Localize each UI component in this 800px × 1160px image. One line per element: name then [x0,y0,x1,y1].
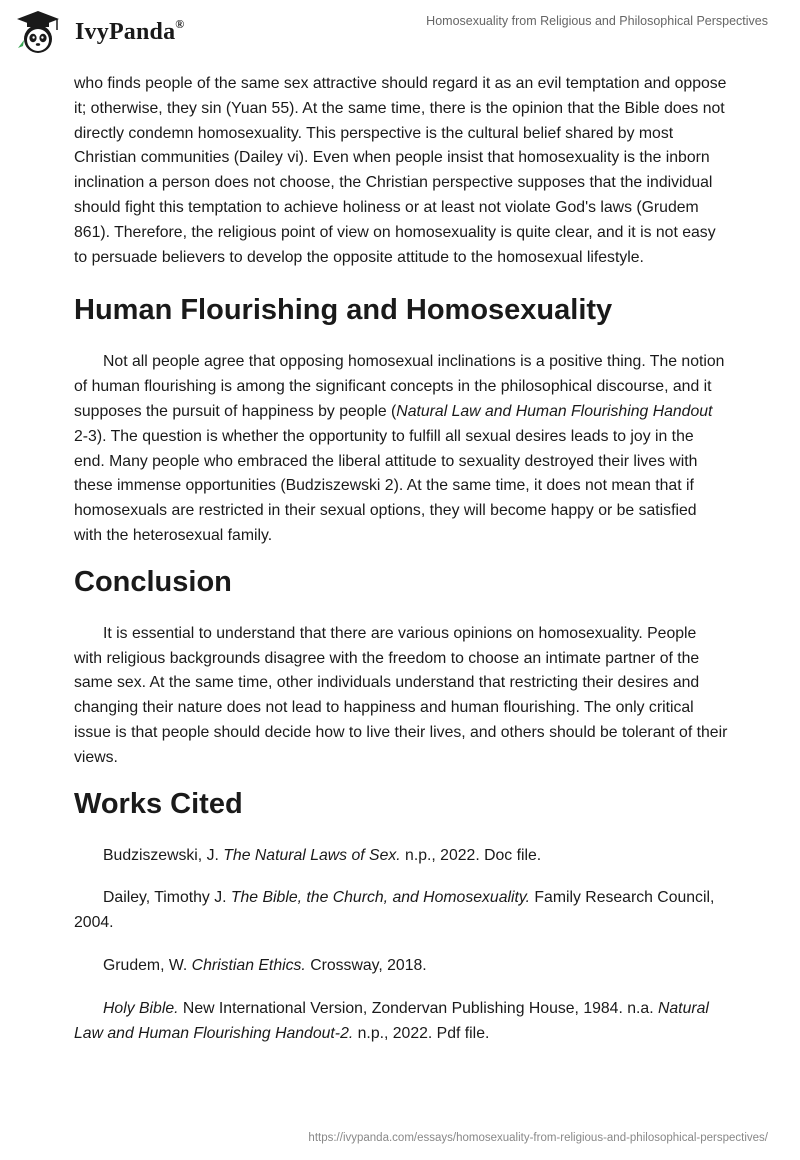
citation-details: Family Research Council, 2004. [74,889,715,932]
ivypanda-logo-icon[interactable] [14,8,62,56]
citation-title: The Natural Laws of Sex. [223,846,401,864]
essay-body [74,72,728,1046]
section-heading-flourishing: Human Flourishing and Homosexuality [74,294,613,327]
citation-author: Grudem, W. [103,956,192,974]
citation-title: The Bible, the Church, and Homosexuality. [230,889,530,907]
citation-title-2: Natural Law and Human Flourishing Handout-2. [74,999,709,1042]
registered-mark: ® [175,17,185,31]
section-heading-conclusion: Conclusion [74,565,232,598]
citation-entry [74,886,728,936]
flourishing-text-2: 2-3). The question is whether the opportunity to fulfill all sexual desires leads to joy in the end. Many people who embraced the liberal attitude to sexuality destroyed their lives with these immense opportunities (Budziszewski 2). At the same time, it does not mean that if homosexuals are restricted in their sexual options, they will become happy or be satisfied with the heterosexual family. [74,427,698,544]
citation-details-2: n.p., 2022. Pdf file. [353,1024,490,1042]
flourishing-italic-title: Natural Law and Human Flourishing Handout [396,402,713,420]
citation-details: Crossway, 2018. [305,956,427,974]
citation-entry [74,954,728,979]
brand-text: IvyPanda [75,19,176,45]
citation-author: Dailey, Timothy J. [103,889,231,907]
citation-details: n.p., 2022. Doc file. [400,846,542,864]
citation-title: Christian Ethics. [191,956,306,974]
intro-paragraph: who finds people of the same sex attractive should regard it as an evil temptation and oppose it; otherwise, they sin (Yuan 55). At the same time, there is the opinion that the Bible does not directly condemn homosexuality. This perspective is the cultural belief shared by most Christian communities (Dailey vi). Even when people insist that homosexuality is the inborn inclination a person does not choose, the Christian perspective supposes that the individual should fight this temptation to achieve holiness or at least not violate God's laws (Grudem 861). Therefore, the religious point of view on homosexuality is quite clear, and it is not easy to persuade believers to develop the opposite attitude to the homosexual lifestyle. [74,75,727,266]
citation-entry [74,997,728,1047]
document-title: Homosexuality from Religious and Philosophical Perspectives [426,14,768,28]
citation-author: Budziszewski, J. [103,846,224,864]
flourishing-paragraph [74,350,728,548]
brand-name[interactable] [75,19,184,46]
citation-title: Holy Bible. [103,999,179,1017]
citation-details: New International Version, Zondervan Publishing House, 1984. n.a. [178,999,658,1017]
page-header [0,0,800,62]
flourishing-text-1: Not all people agree that opposing homosexual inclinations is a positive thing. The notion of human flourishing is among the significant concepts in the philosophical discourse, and it supposes the pursuit of happiness by people ( [74,353,725,420]
conclusion-paragraph: It is essential to understand that there are various opinions on homosexuality. People with religious backgrounds disagree with the freedom to choose an intimate partner of the same sex. At the same time, other individuals understand that restricting their desires and changing their nature does not lead to happiness and human flourishing. The only critical issue is that people should decide how to live their lives, and others should be tolerant of their views. [74,624,728,766]
source-url[interactable]: https://ivypanda.com/essays/homosexuality-from-religious-and-philosophical-perspectives/ [308,1132,768,1144]
citation-entry [74,844,728,869]
section-heading-works-cited: Works Cited [74,787,243,820]
